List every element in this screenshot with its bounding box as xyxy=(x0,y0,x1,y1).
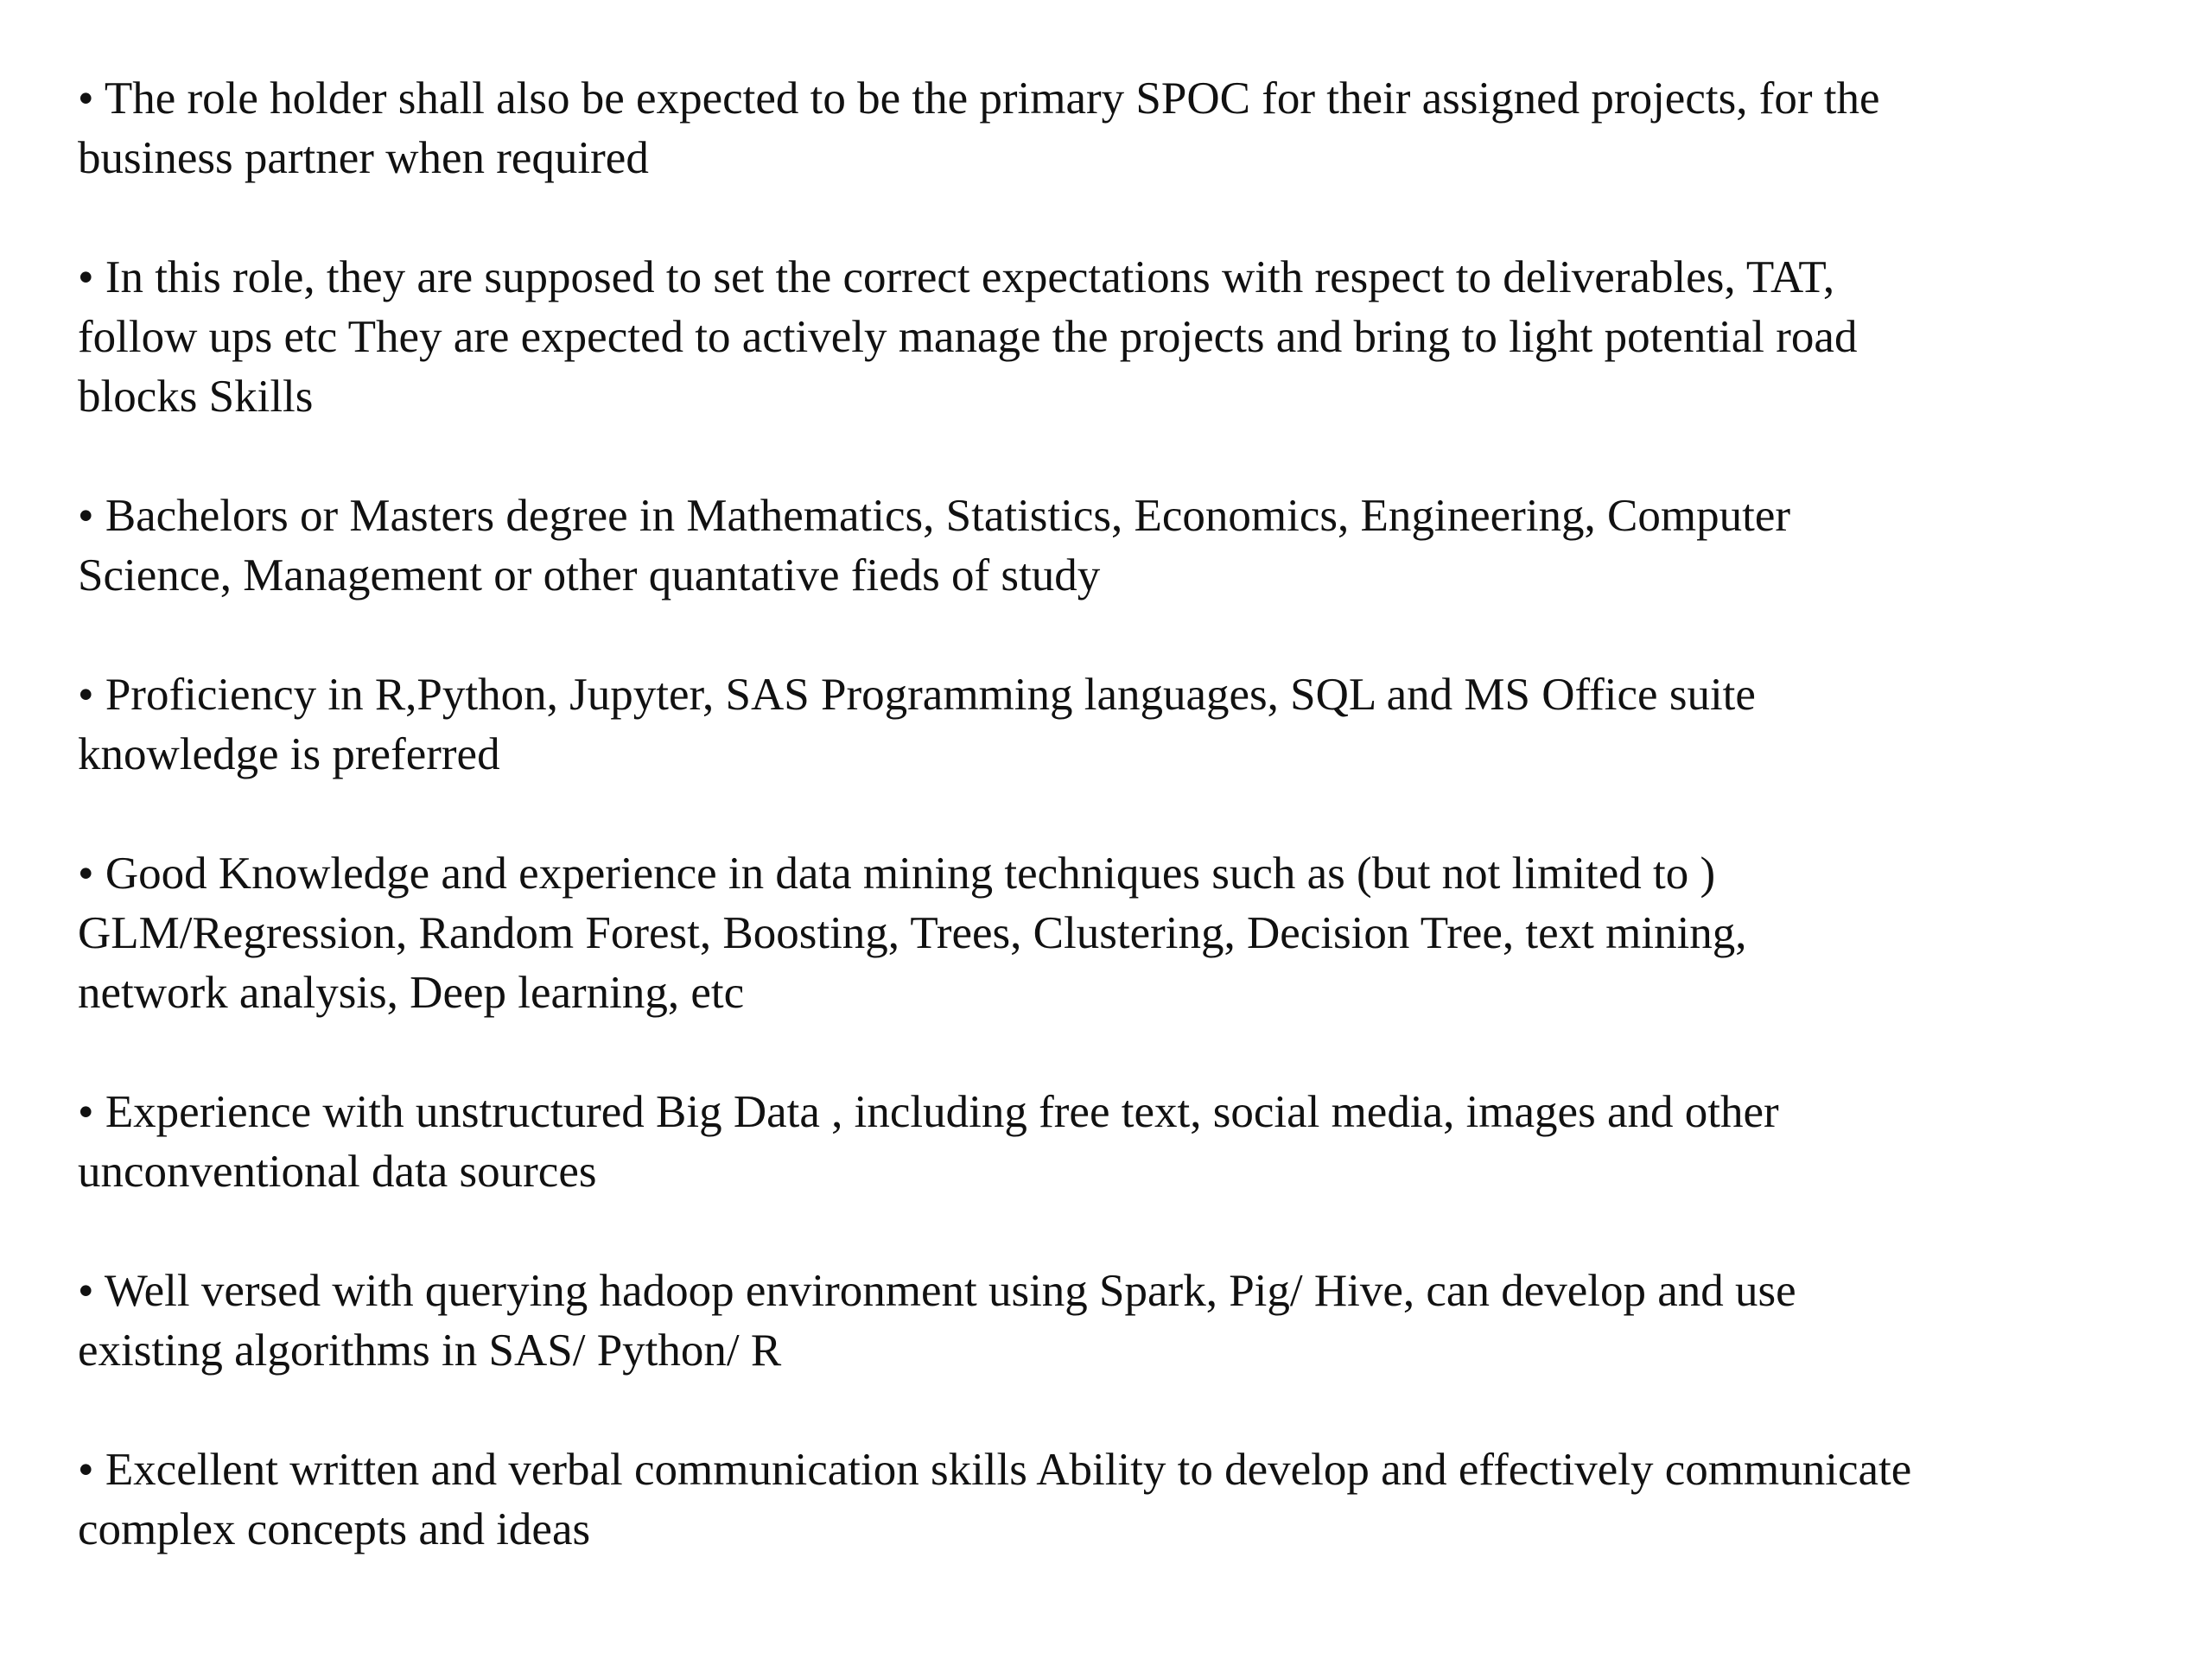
bullet-item xyxy=(78,69,2152,188)
bullet-icon: • xyxy=(78,1087,94,1137)
bullet-item xyxy=(78,1440,2152,1560)
bullet-item xyxy=(78,1083,2152,1202)
bullet-icon: • xyxy=(78,252,94,302)
bullet-icon: • xyxy=(78,670,94,720)
bullet-icon: • xyxy=(78,491,94,541)
bullet-item xyxy=(78,665,2152,785)
bullet-icon: • xyxy=(78,849,94,899)
bullet-line: Science, Management or other quantative fieds of study xyxy=(78,550,1101,601)
bullet-item xyxy=(78,844,2152,1023)
bullet-icon: • xyxy=(78,73,94,124)
bullet-line: The role holder shall also be expected to be the primary SPOC for their assigned projects, for the xyxy=(104,73,1880,124)
bullet-item xyxy=(78,1262,2152,1381)
bullet-line: unconventional data sources xyxy=(78,1147,597,1197)
bullet-line: business partner when required xyxy=(78,133,649,183)
bullet-line: existing algorithms in SAS/ Python/ R xyxy=(78,1325,782,1376)
bullet-line: follow ups etc They are expected to actively manage the projects and bring to light potential road xyxy=(78,312,1858,362)
bullet-icon: • xyxy=(78,1266,94,1316)
bullet-line: Excellent written and verbal communication skills Ability to develop and effectively communicate xyxy=(105,1445,1912,1495)
bullet-line: network analysis, Deep learning, etc xyxy=(78,968,745,1018)
bullet-line: Proficiency in R,Python, Jupyter, SAS Programming languages, SQL and MS Office suite xyxy=(105,670,1756,720)
bullet-line: knowledge is preferred xyxy=(78,729,500,779)
bullet-line: Well versed with querying hadoop environment using Spark, Pig/ Hive, can develop and use xyxy=(104,1266,1796,1316)
bullet-item xyxy=(78,486,2152,606)
bullet-line: Good Knowledge and experience in data mining techniques such as (but not limited to ) xyxy=(105,849,1716,899)
bullet-line: Experience with unstructured Big Data , including free text, social media, images and other xyxy=(105,1087,1779,1137)
bullet-line: GLM/Regression, Random Forest, Boosting, Trees, Clustering, Decision Tree, text mining, xyxy=(78,908,1747,958)
bullet-item xyxy=(78,248,2152,427)
bullet-icon: • xyxy=(78,1445,94,1495)
bullet-line: In this role, they are supposed to set the correct expectations with respect to deliverables, TAT, xyxy=(105,252,1835,302)
bullet-line: blocks Skills xyxy=(78,372,314,422)
bullet-line: complex concepts and ideas xyxy=(78,1504,591,1554)
document-body xyxy=(78,69,2152,1560)
bullet-line: Bachelors or Masters degree in Mathematics, Statistics, Economics, Engineering, Computer xyxy=(105,491,1791,541)
